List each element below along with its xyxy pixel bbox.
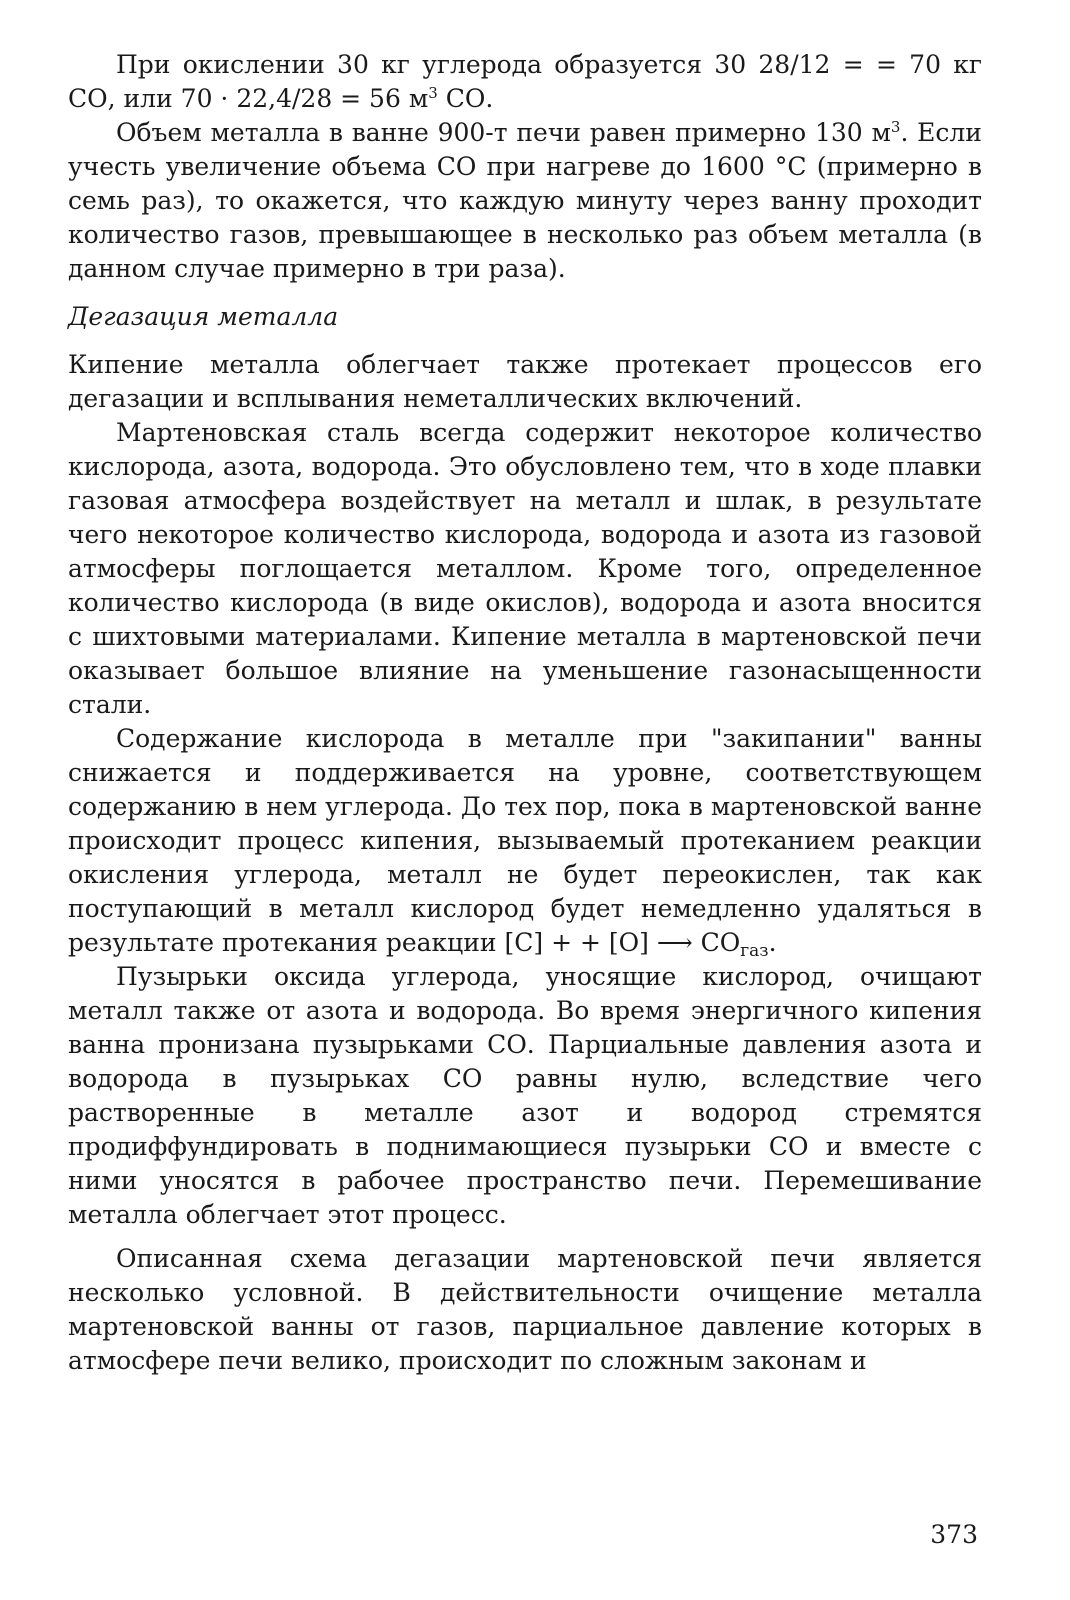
paragraph-oxygen-content-text: Содержание кислорода в металле при "закипании" ванны снижается и поддерживается на уровне, соответствующем содержанию в нем углерода. До тех пор, пока в мартеновской ванне происходит процесс кипения, вызываемый протеканием реакции окисления углерода, металл не будет переокислен, так как поступающий в металл кислород будет немедленно удаляться в результате протекания реакции [С] + + [О] ⟶ СО xyxy=(68,724,982,957)
section-heading: Дегазация металла xyxy=(68,302,339,331)
paragraph-oxygen-content xyxy=(68,722,982,960)
paragraph-co-bubbles: Пузырьки оксида углерода, уносящие кислород, очищают металл также от азота и водорода. Во время энергичного кипения ванна пронизана пузырьками СО. Парциальные давления азота и водорода в пузырьках СО равны нулю, вследствие чего растворенные в металле азот и водород стремятся продиффундировать в поднимающиеся пузырьки СО и вместе с ними уносятся в рабочее пространство печи. Перемешивание металла облегчает этот процесс. xyxy=(68,962,982,1229)
superscript-cube-2: 3 xyxy=(890,118,901,136)
subscript-gas: газ xyxy=(740,941,769,961)
paragraph-boiling-degassing: Кипение металла облегчает также протекает процессов его дегазации и всплывания неметаллических включений. xyxy=(68,350,982,413)
superscript-cube: 3 xyxy=(428,84,438,102)
paragraph-degassing-scheme: Описанная схема дегазации мартеновской печи является несколько условной. В действительности очищение металла мартеновской ванны от газов, парциальное давление которых в атмосфере печи велико, происходит по сложным законам и xyxy=(68,1244,982,1375)
paragraph-oxygen-content-end: . xyxy=(768,928,777,957)
paragraph-co-formation-end: СО. xyxy=(437,84,494,113)
paragraph-metal-volume-rest: . Если учесть увеличение объема СО при нагреве до 1600 °С (примерно в семь раз), то окажется, что каждую минуту через ванну проходит количество газов, превышающее в несколько раз объем металла (в данном случае примерно в три раза). xyxy=(68,118,982,283)
paragraph-metal-volume-text: Объем металла в ванне 900-т печи равен примерно 130 м xyxy=(116,118,891,147)
page-number: 373 xyxy=(930,1520,978,1549)
paragraph-open-hearth-steel: Мартеновская сталь всегда содержит некоторое количество кислорода, азота, водорода. Это обусловлено тем, что в ходе плавки газовая атмосфера воздействует на металл и шлак, в результате чего некоторое количество кислорода, водорода и азота из газовой атмосферы поглощается металлом. Кроме того, определенное количество кислорода (в виде окислов), водорода и азота вносится с шихтовыми материалами. Кипение металла в мартеновской печи оказывает большое влияние на уменьшение газонасыщенности стали. xyxy=(68,418,982,719)
paragraph-co-formation-text: При окислении 30 кг углерода образуется 30 28/12 = = 70 кг СО, или 70 · 22,4/28 = 56 м xyxy=(68,50,982,113)
paragraph-metal-volume xyxy=(68,116,982,286)
paragraph-co-formation xyxy=(68,48,982,116)
